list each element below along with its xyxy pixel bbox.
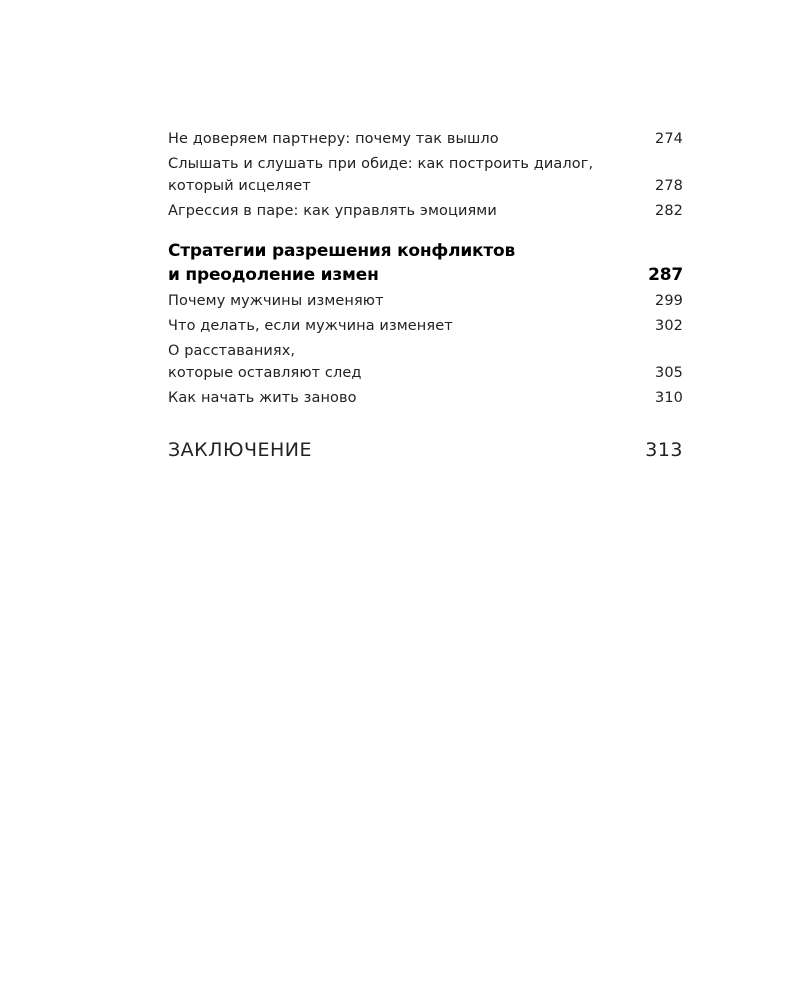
section-title-line: Стратегии разрешения конфликтов xyxy=(168,241,516,261)
toc-entry-title-line: Не доверяем партнеру: почему так вышло xyxy=(168,131,499,147)
chapter-page: 313 xyxy=(645,439,683,461)
toc-section-heading xyxy=(168,239,683,287)
toc-entry-title-line: Слышать и слушать при обиде: как построить диалог, xyxy=(168,156,594,172)
chapter-title: ЗАКЛЮЧЕНИЕ xyxy=(168,439,313,461)
toc-entry xyxy=(168,340,683,384)
toc-entry-page: 278 xyxy=(655,178,683,194)
toc-entry-page: 302 xyxy=(655,318,683,334)
toc-entry-title-line: Агрессия в паре: как управлять эмоциями xyxy=(168,203,497,219)
toc-entry-title xyxy=(168,315,655,337)
toc-entry-title-line: который исцеляет xyxy=(168,178,311,194)
toc-chapter-heading xyxy=(168,437,683,463)
toc-entry-page: 282 xyxy=(655,203,683,219)
toc-entry-page: 310 xyxy=(655,390,683,406)
toc-entry-title xyxy=(168,387,655,409)
toc-entry xyxy=(168,290,683,312)
toc-entry xyxy=(168,153,683,197)
toc-entry xyxy=(168,387,683,409)
section-title-line: и преодоление измен xyxy=(168,265,379,285)
toc-entry xyxy=(168,315,683,337)
toc-entry xyxy=(168,128,683,150)
toc-entry xyxy=(168,200,683,222)
toc-entry-page: 305 xyxy=(655,365,683,381)
toc-entry-title-line: Почему мужчины изменяют xyxy=(168,293,384,309)
toc-entry-page: 299 xyxy=(655,293,683,309)
toc-entry-title xyxy=(168,290,655,312)
toc-entry-title-line: О расставаниях, xyxy=(168,343,296,359)
table-of-contents xyxy=(168,128,683,463)
toc-entry-page: 274 xyxy=(655,131,683,147)
toc-entry-title xyxy=(168,153,655,197)
toc-entry-title xyxy=(168,128,655,150)
toc-entry-title-line: которые оставляют след xyxy=(168,365,362,381)
toc-entry-title-line: Как начать жить заново xyxy=(168,390,357,406)
toc-entry-title-line: Что делать, если мужчина изменяет xyxy=(168,318,453,334)
section-title xyxy=(168,239,648,287)
section-page: 287 xyxy=(648,265,683,285)
toc-entry-title xyxy=(168,200,655,222)
toc-entry-title xyxy=(168,340,655,384)
